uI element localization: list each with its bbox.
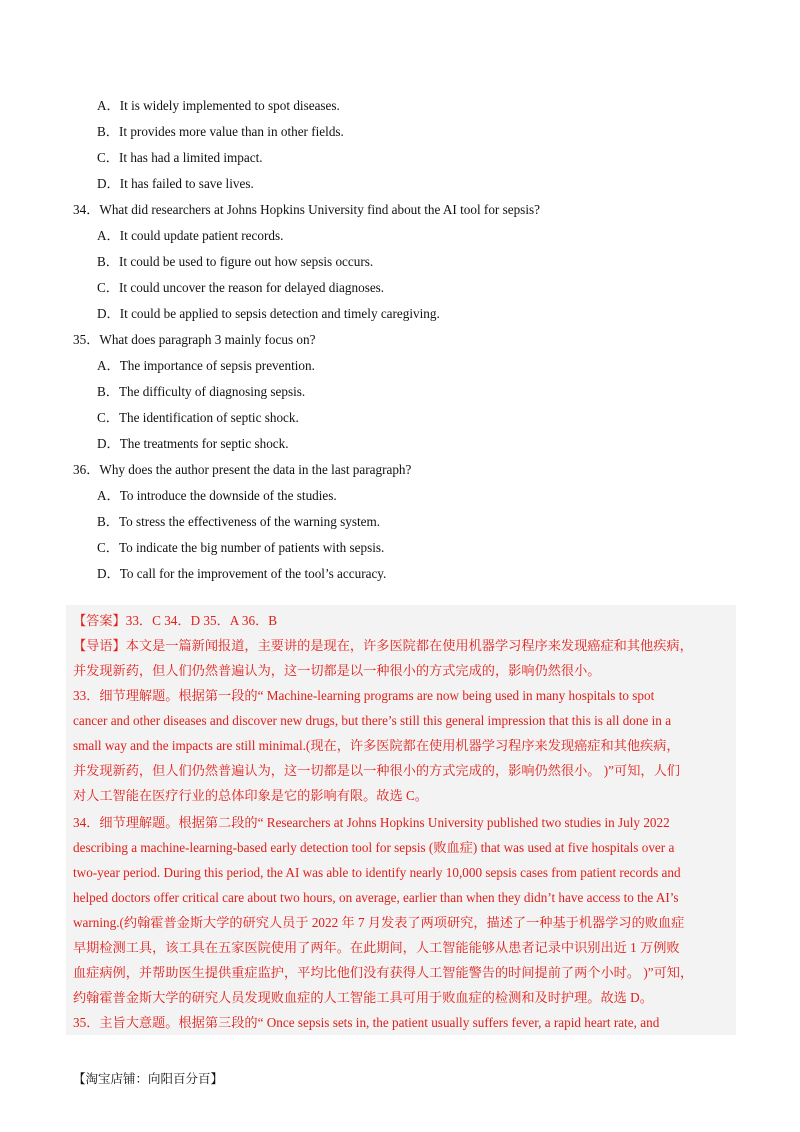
intro-line-2: 并发现新药，但人们仍然普遍认为，这一切都是以一种很小的方式完成的，影响仍然很小。: [73, 663, 601, 678]
q35-option-a: A．The importance of sepsis prevention.: [97, 358, 315, 373]
q33-explanation-line-3: small way and the impacts are still minimal.(现在，许多医院都在使用机器学习程序来发现癌症和其他疾病，: [73, 738, 680, 753]
q35-stem: 35．What does paragraph 3 mainly focus on?: [73, 332, 316, 347]
q34-explanation-line-3: two-year period. During this period, the AI was able to identify nearly 10,000 sepsis cases from patient records and: [73, 865, 681, 880]
q34-explanation-line-6: 早期检测工具，该工具在五家医院使用了两年。在此期间，人工智能能够从患者记录中识别出近 1 万例败: [73, 940, 680, 955]
q34-explanation-line-1: 34．细节理解题。根据第二段的“ Researchers at Johns Hopkins University published two studies in July 2022: [73, 815, 670, 830]
q34-option-b: B．It could be used to figure out how sepsis occurs.: [97, 254, 374, 269]
q33-explanation-line-2: cancer and other diseases and discover new drugs, but there’s still this general impression that this is all done in a: [73, 713, 672, 728]
q34-explanation-line-7: 血症病例，并帮助医生提供重症监护，平均比他们没有获得人工智能警告的时间提前了两个小时。 )”可知，: [73, 965, 694, 980]
q34-stem: 34．What did researchers at Johns Hopkins University find about the AI tool for sepsis?: [73, 202, 540, 217]
q34-explanation-line-2: describing a machine-learning-based early detection tool for sepsis (败血症) that was used at five hospitals over a: [73, 840, 675, 855]
q33-explanation-line-1: 33．细节理解题。根据第一段的“ Machine-learning programs are now being used in many hospitals to spot: [73, 688, 655, 703]
q33-option-b: B．It provides more value than in other fields.: [97, 124, 344, 139]
q33-option-d: D．It has failed to save lives.: [97, 176, 254, 191]
q35-option-c: C．The identification of septic shock.: [97, 410, 299, 425]
q36-option-a: A．To introduce the downside of the studies.: [97, 488, 337, 503]
q35-explanation-line-1: 35．主旨大意题。根据第三段的“ Once sepsis sets in, the patient usually suffers fever, a rapid heart rate, and: [73, 1015, 660, 1030]
footer-shop-label: 【淘宝店铺：向阳百分百】: [73, 1071, 224, 1086]
q34-option-d: D．It could be applied to sepsis detection and timely caregiving.: [97, 306, 440, 321]
q36-option-b: B．To stress the effectiveness of the warning system.: [97, 514, 381, 529]
q35-option-b: B．The difficulty of diagnosing sepsis.: [97, 384, 306, 399]
q33-explanation-line-5: 对人工智能在医疗行业的总体印象是它的影响有限。故选 C。: [73, 788, 428, 803]
q36-option-c: C．To indicate the big number of patients with sepsis.: [97, 540, 385, 555]
q34-explanation-line-5: warning.(约翰霍普金斯大学的研究人员于 2022 年 7 月发表了两项研究，描述了一种基于机器学习的败血症: [73, 915, 685, 930]
q34-explanation-line-8: 约翰霍普金斯大学的研究人员发现败血症的人工智能工具可用于败血症的检测和及时护理。故选 D。: [73, 990, 653, 1005]
intro-line-1: 【导语】本文是一篇新闻报道，主要讲的是现在，许多医院都在使用机器学习程序来发现癌症和其他疾病，: [73, 638, 693, 653]
q34-option-c: C．It could uncover the reason for delayed diagnoses.: [97, 280, 385, 295]
q34-explanation-line-4: helped doctors offer critical care about two hours, on average, earlier than when they didn’t have access to the AI’s: [73, 890, 679, 905]
q36-option-d: D．To call for the improvement of the tool’s accuracy.: [97, 566, 387, 581]
q36-stem: 36．Why does the author present the data in the last paragraph?: [73, 462, 412, 477]
q35-option-d: D．The treatments for septic shock.: [97, 436, 289, 451]
q33-option-a: A．It is widely implemented to spot diseases.: [97, 98, 340, 113]
q33-option-c: C．It has had a limited impact.: [97, 150, 263, 165]
q33-explanation-line-4: 并发现新药，但人们仍然普遍认为，这一切都是以一种很小的方式完成的，影响仍然很小。 )”可知，人们: [73, 763, 680, 778]
answer-key: 【答案】33．C 34．D 35．A 36．B: [73, 613, 278, 628]
q34-option-a: A．It could update patient records.: [97, 228, 284, 243]
